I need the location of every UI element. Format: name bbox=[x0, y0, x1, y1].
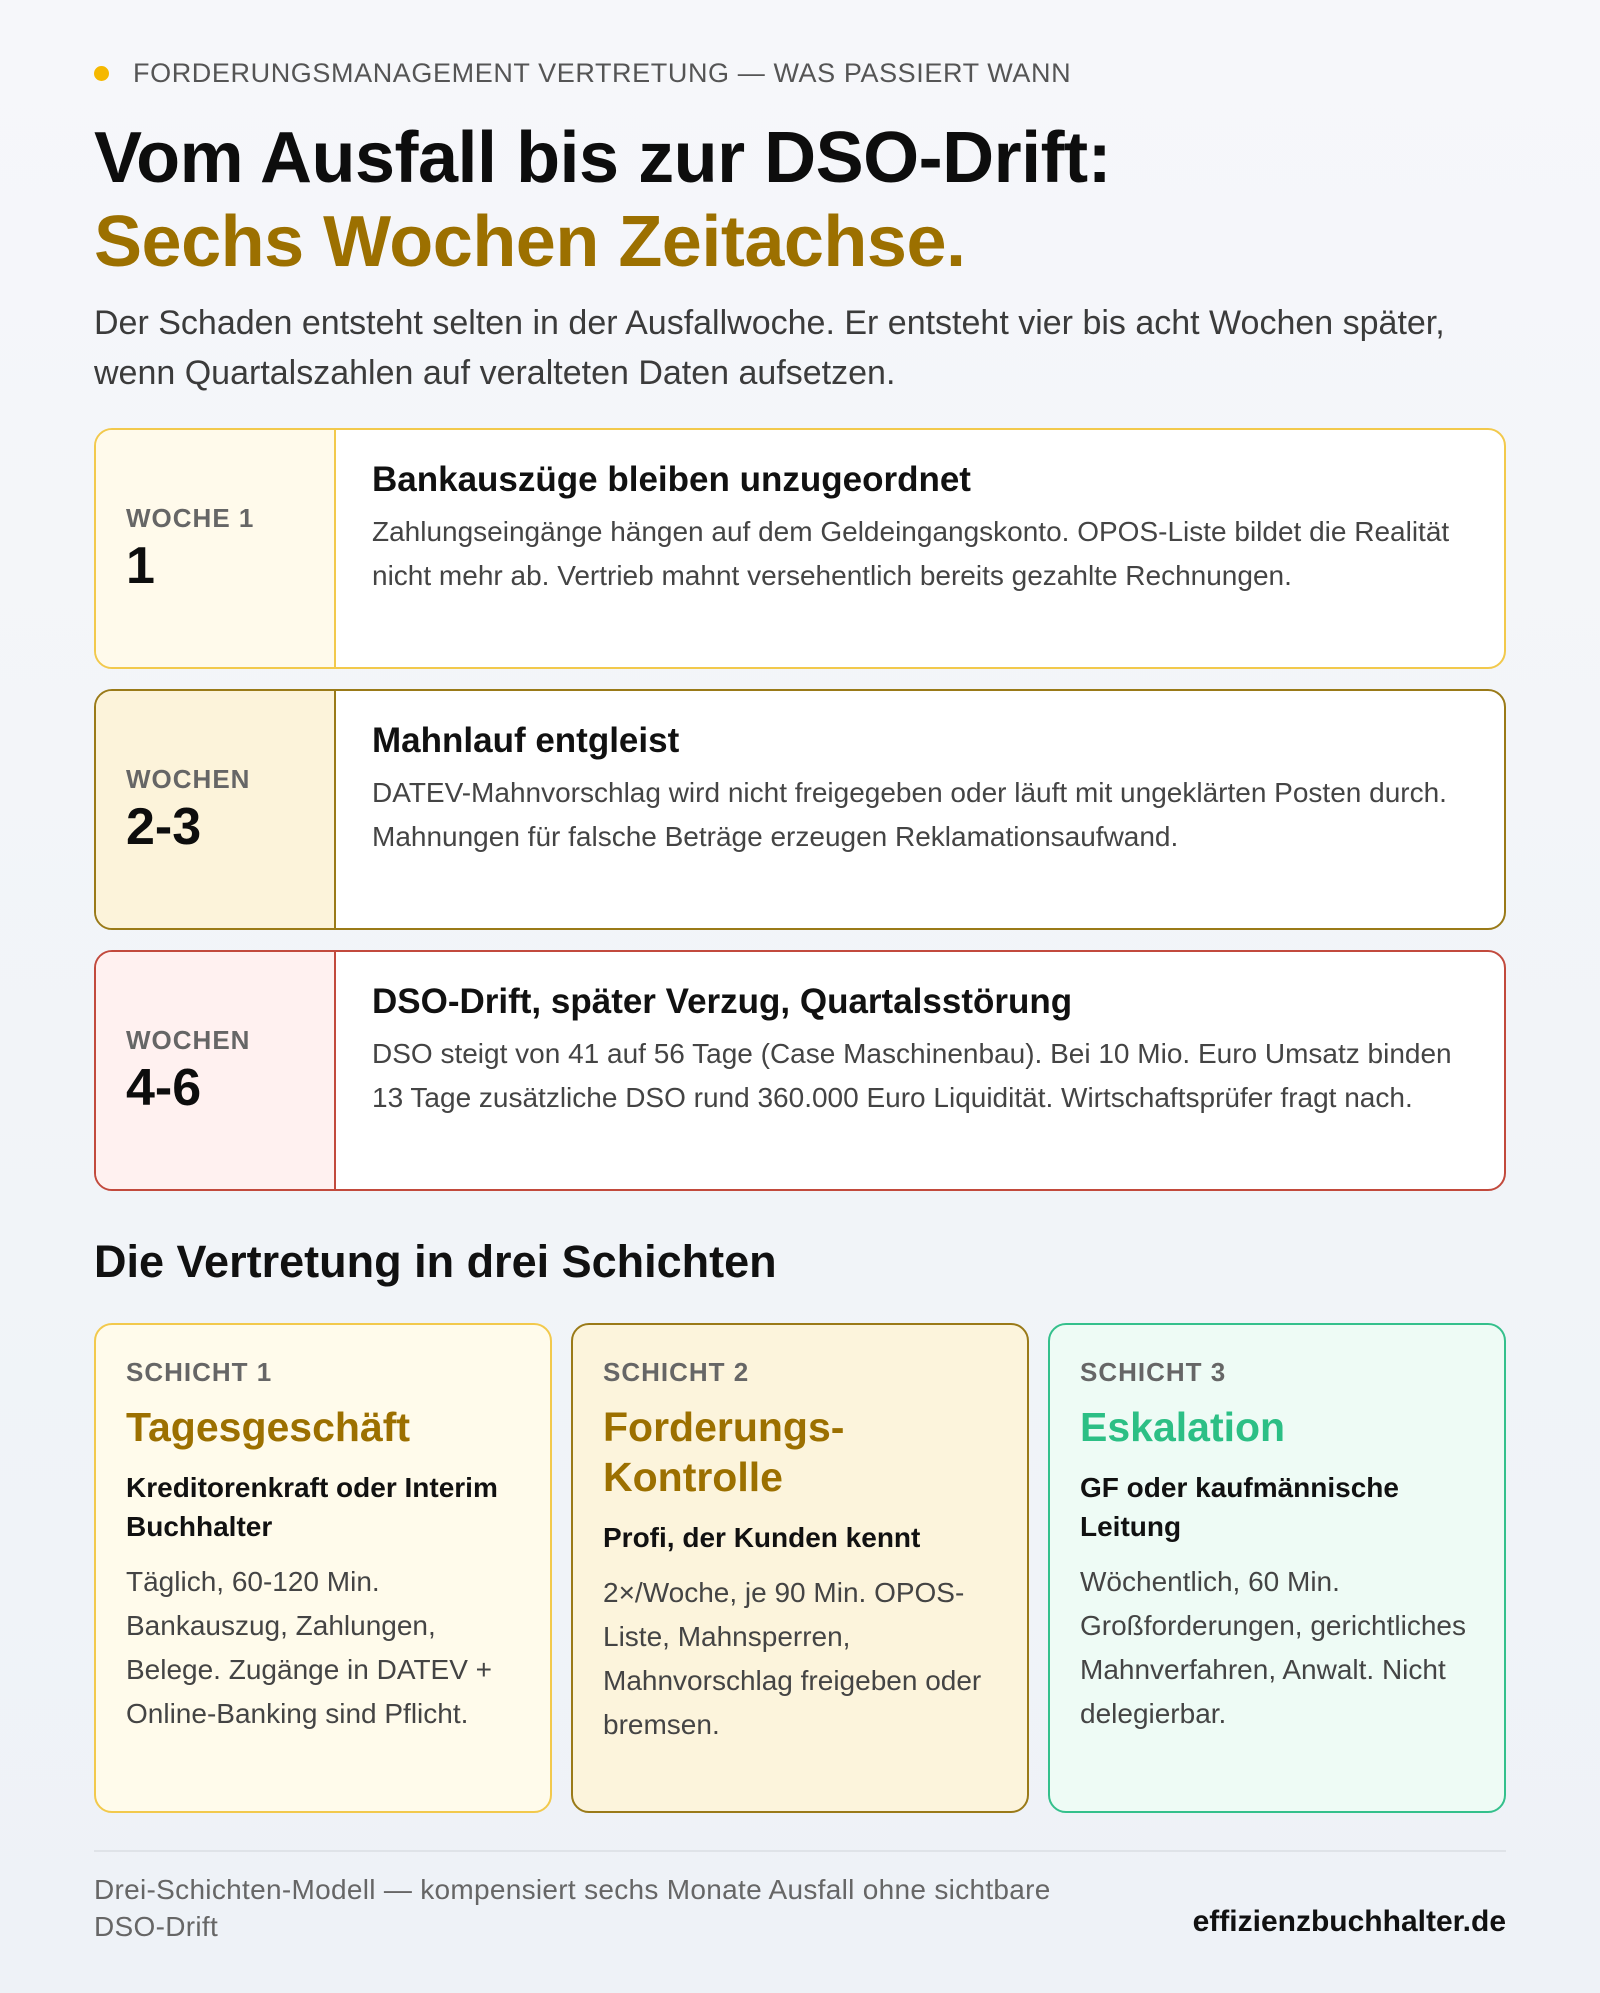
page-title-line-1: Vom Ausfall bis zur DSO-Drift: bbox=[94, 118, 1112, 198]
page-title bbox=[94, 116, 1111, 284]
footer-brand: effizienzbuchhalter.de bbox=[1192, 1905, 1506, 1938]
layer-label: SCHICHT 2 bbox=[603, 1357, 750, 1387]
week-cell bbox=[96, 691, 336, 928]
timeline-card-description: DATEV-Mahnvorschlag wird nicht freigegeben oder läuft mit ungeklärten Posten durch. Mahnungen für falsche Beträge erzeugen Reklamationsaufwand. bbox=[372, 777, 1447, 852]
timeline-card-weeks-4-6 bbox=[94, 950, 1506, 1191]
layer-subtitle: GF oder kaufmännische Leitung bbox=[1080, 1472, 1399, 1542]
lead-paragraph: Der Schaden entsteht selten in der Ausfallwoche. Er entsteht vier bis acht Wochen später, wenn Quartalszahlen auf veralteten Daten aufsetzen. bbox=[94, 304, 1445, 392]
timeline-card-description: Zahlungseingänge hängen auf dem Geldeingangskonto. OPOS-Liste bildet die Realität nicht mehr ab. Vertrieb mahnt versehentlich bereits gezahlte Rechnungen. bbox=[372, 516, 1450, 591]
timeline-card-title: Bankauszüge bleiben unzugeordnet bbox=[372, 460, 971, 499]
footer-note: Drei-Schichten-Modell — kompensiert sechs Monate Ausfall ohne sichtbare DSO-Drift bbox=[94, 1874, 1051, 1942]
layer-label: SCHICHT 1 bbox=[126, 1357, 273, 1387]
layer-title: Eskalation bbox=[1080, 1404, 1286, 1450]
layer-title: Tagesgeschäft bbox=[126, 1404, 411, 1450]
week-label: WOCHEN bbox=[126, 764, 251, 794]
week-label: WOCHEN bbox=[126, 1025, 251, 1055]
week-number: 2-3 bbox=[126, 798, 202, 856]
timeline-card-description: DSO steigt von 41 auf 56 Tage (Case Maschinenbau). Bei 10 Mio. Euro Umsatz binden 13 Tage zusätzliche DSO rund 360.000 Euro Liquidität. Wirtschaftsprüfer fragt nach. bbox=[372, 1038, 1452, 1113]
week-cell bbox=[96, 952, 336, 1189]
timeline-card-body bbox=[336, 952, 1504, 1189]
timeline-card-title: DSO-Drift, später Verzug, Quartalsstörung bbox=[372, 982, 1073, 1021]
layer-title: Forderungs-Kontrolle bbox=[603, 1404, 845, 1500]
week-number: 4-6 bbox=[126, 1059, 202, 1117]
week-label: WOCHE 1 bbox=[126, 503, 255, 533]
layer-subtitle: Profi, der Kunden kennt bbox=[603, 1522, 921, 1553]
timeline-card-week-1 bbox=[94, 428, 1506, 669]
layer-subtitle: Kreditorenkraft oder Interim Buchhalter bbox=[126, 1472, 498, 1542]
week-cell bbox=[96, 430, 336, 667]
page-title-line-2: Sechs Wochen Zeitachse. bbox=[94, 202, 966, 282]
layers-heading: Die Vertretung in drei Schichten bbox=[94, 1236, 777, 1287]
layer-card-1 bbox=[94, 1323, 552, 1813]
layer-description: 2×/Woche, je 90 Min. OPOS-Liste, Mahnsperren, Mahnvorschlag freigeben oder bremsen. bbox=[603, 1577, 982, 1740]
eyebrow bbox=[94, 58, 1071, 89]
timeline-card-weeks-2-3 bbox=[94, 689, 1506, 930]
footer-divider bbox=[94, 1850, 1506, 1852]
layer-description: Wöchentlich, 60 Min. Großforderungen, gerichtliches Mahnverfahren, Anwalt. Nicht delegierbar. bbox=[1080, 1566, 1466, 1729]
week-number: 1 bbox=[126, 537, 155, 595]
timeline-card-title: Mahnlauf entgleist bbox=[372, 721, 680, 760]
eyebrow-text: FORDERUNGSMANAGEMENT VERTRETUNG — WAS PASSIERT WANN bbox=[133, 58, 1072, 88]
layer-card-2 bbox=[571, 1323, 1029, 1813]
layer-card-3 bbox=[1048, 1323, 1506, 1813]
layer-description: Täglich, 60-120 Min. Bankauszug, Zahlungen, Belege. Zugänge in DATEV + Online-Banking sind Pflicht. bbox=[126, 1566, 493, 1729]
bullet-dot-icon bbox=[94, 66, 109, 81]
layer-label: SCHICHT 3 bbox=[1080, 1357, 1227, 1387]
timeline-card-body bbox=[336, 430, 1504, 667]
timeline-card-body bbox=[336, 691, 1504, 928]
